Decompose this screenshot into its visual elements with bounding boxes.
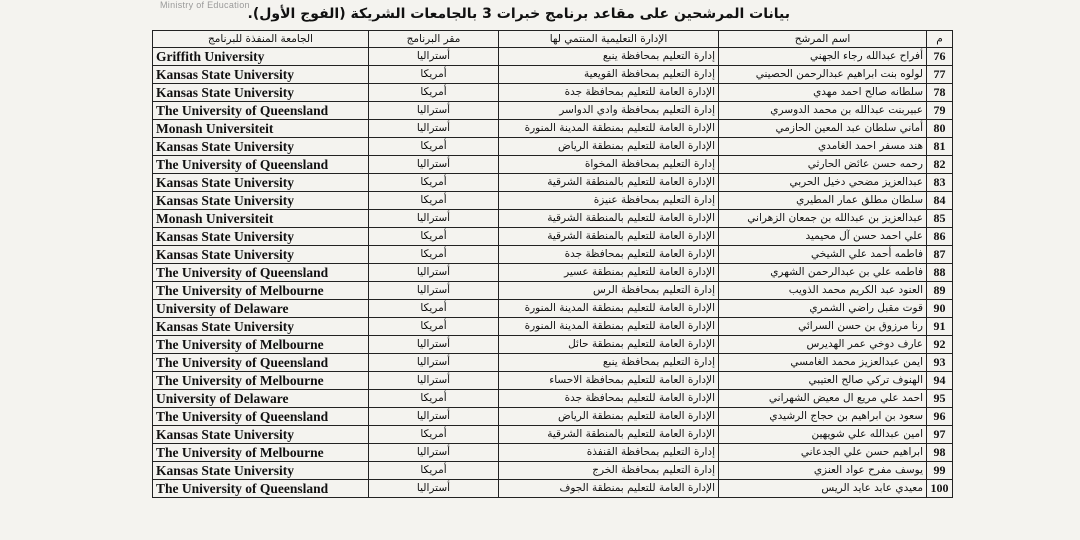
admin-cell: إدارة التعليم بمحافظة المخواة [499, 156, 719, 174]
country-cell: أستراليا [369, 444, 499, 462]
admin-cell: الإدارة العامة للتعليم بالمنطقة الشرقية [499, 210, 719, 228]
country-cell: أستراليا [369, 372, 499, 390]
country-cell: أمريكا [369, 390, 499, 408]
country-cell: أمريكا [369, 462, 499, 480]
university-cell: The University of Queensland [153, 480, 369, 498]
country-cell: أمريكا [369, 174, 499, 192]
header-university: الجامعة المنفذة للبرنامج [153, 31, 369, 48]
candidates-table [152, 30, 953, 498]
admin-cell: الإدارة العامة للتعليم بمنطقة المدينة المنورة [499, 318, 719, 336]
row-number-cell: 77 [927, 66, 953, 84]
table-row [153, 372, 953, 390]
candidate-name-cell: ابراهيم حسن علي الجدعاني [719, 444, 927, 462]
row-number-cell: 91 [927, 318, 953, 336]
table-row [153, 462, 953, 480]
country-cell: أمريكا [369, 246, 499, 264]
row-number-cell: 87 [927, 246, 953, 264]
header-name: اسم المرشح [719, 31, 927, 48]
row-number-cell: 96 [927, 408, 953, 426]
row-number-cell: 79 [927, 102, 953, 120]
admin-cell: إدارة التعليم بمحافظة الخرج [499, 462, 719, 480]
university-cell: The University of Melbourne [153, 372, 369, 390]
row-number-cell: 85 [927, 210, 953, 228]
university-cell: Kansas State University [153, 138, 369, 156]
university-cell: The University of Melbourne [153, 282, 369, 300]
row-number-cell: 100 [927, 480, 953, 498]
admin-cell: الإدارة العامة للتعليم بمنطقة الرياض [499, 138, 719, 156]
country-cell: أمريكا [369, 138, 499, 156]
country-cell: أستراليا [369, 282, 499, 300]
country-cell: أستراليا [369, 408, 499, 426]
candidate-name-cell: عبدالعزيز بن عبدالله بن جمعان الزهراني [719, 210, 927, 228]
table-row [153, 300, 953, 318]
candidate-name-cell: عارف دوخي عمر الهديرس [719, 336, 927, 354]
admin-cell: إدارة التعليم بمحافظة وادي الدواسر [499, 102, 719, 120]
candidate-name-cell: رنا مرزوق بن حسن السرائي [719, 318, 927, 336]
table-row [153, 48, 953, 66]
admin-cell: الإدارة العامة للتعليم بمحافظة الاحساء [499, 372, 719, 390]
candidate-name-cell: يوسف مفرح عواد العنزي [719, 462, 927, 480]
admin-cell: الإدارة العامة للتعليم بمنطقة الجوف [499, 480, 719, 498]
university-cell: The University of Queensland [153, 354, 369, 372]
candidate-name-cell: معيدي عابد عايد الريس [719, 480, 927, 498]
admin-cell: الإدارة العامة للتعليم بمحافظة جدة [499, 246, 719, 264]
table-row [153, 156, 953, 174]
table-row [153, 390, 953, 408]
admin-cell: الإدارة العامة للتعليم بالمنطقة الشرقية [499, 426, 719, 444]
candidate-name-cell: الهنوف تركي صالح العتيبي [719, 372, 927, 390]
country-cell: أمريكا [369, 84, 499, 102]
admin-cell: إدارة التعليم بمحافظة القنفذة [499, 444, 719, 462]
candidate-name-cell: امين عبدالله علي شويهين [719, 426, 927, 444]
candidate-name-cell: سلطانه صالح احمد مهدي [719, 84, 927, 102]
country-cell: أستراليا [369, 120, 499, 138]
university-cell: The University of Queensland [153, 264, 369, 282]
admin-cell: الإدارة العامة للتعليم بمحافظة جدة [499, 84, 719, 102]
row-number-cell: 88 [927, 264, 953, 282]
admin-cell: الإدارة العامة للتعليم بمنطقة المدينة المنورة [499, 120, 719, 138]
university-cell: Kansas State University [153, 246, 369, 264]
table-row [153, 336, 953, 354]
candidate-name-cell: ايمن عبدالعزيز محمد الغامسي [719, 354, 927, 372]
university-cell: Griffith University [153, 48, 369, 66]
candidate-name-cell: رحمه حسن عائض الحارثي [719, 156, 927, 174]
university-cell: Kansas State University [153, 426, 369, 444]
row-number-cell: 98 [927, 444, 953, 462]
country-cell: أستراليا [369, 354, 499, 372]
university-cell: University of Delaware [153, 390, 369, 408]
table-row [153, 120, 953, 138]
ministry-watermark: Ministry of Education [160, 0, 250, 10]
country-cell: أستراليا [369, 102, 499, 120]
row-number-cell: 93 [927, 354, 953, 372]
row-number-cell: 84 [927, 192, 953, 210]
university-cell: Kansas State University [153, 318, 369, 336]
candidate-name-cell: عبدالعزيز مضحي دخيل الحربي [719, 174, 927, 192]
admin-cell: إدارة التعليم بمحافظة الرس [499, 282, 719, 300]
university-cell: The University of Melbourne [153, 336, 369, 354]
row-number-cell: 92 [927, 336, 953, 354]
country-cell: أمريكا [369, 66, 499, 84]
row-number-cell: 97 [927, 426, 953, 444]
university-cell: Kansas State University [153, 462, 369, 480]
table-row [153, 174, 953, 192]
admin-cell: الإدارة العامة للتعليم بالمنطقة الشرقية [499, 228, 719, 246]
admin-cell: إدارة التعليم بمحافظة القويعية [499, 66, 719, 84]
table-row [153, 246, 953, 264]
header-admin: الإدارة التعليمية المنتمي لها [499, 31, 719, 48]
table-row [153, 408, 953, 426]
candidate-name-cell: فاطمه أحمد علي الشيخي [719, 246, 927, 264]
university-cell: Kansas State University [153, 174, 369, 192]
country-cell: أمريكا [369, 228, 499, 246]
university-cell: Monash Universiteit [153, 210, 369, 228]
table-row [153, 84, 953, 102]
table-row [153, 192, 953, 210]
admin-cell: الإدارة العامة للتعليم بمنطقة حائل [499, 336, 719, 354]
candidate-name-cell: سلطان مطلق عمار المطيري [719, 192, 927, 210]
table-row [153, 210, 953, 228]
row-number-cell: 80 [927, 120, 953, 138]
admin-cell: الإدارة العامة للتعليم بمنطقة الرياض [499, 408, 719, 426]
university-cell: The University of Queensland [153, 408, 369, 426]
admin-cell: الإدارة العامة للتعليم بمحافظة جدة [499, 390, 719, 408]
candidate-name-cell: العنود عبد الكريم محمد الذويب [719, 282, 927, 300]
table-row [153, 444, 953, 462]
country-cell: أستراليا [369, 264, 499, 282]
header-num: م [927, 31, 953, 48]
row-number-cell: 95 [927, 390, 953, 408]
table-row [153, 264, 953, 282]
admin-cell: الإدارة العامة للتعليم بمنطقة المدينة المنورة [499, 300, 719, 318]
page-title: بيانات المرشحين على مقاعد برنامج خبرات 3 بالجامعات الشريكة (الفوج الأول). [247, 6, 790, 22]
country-cell: أستراليا [369, 336, 499, 354]
university-cell: Kansas State University [153, 192, 369, 210]
header-country: مقر البرنامج [369, 31, 499, 48]
row-number-cell: 76 [927, 48, 953, 66]
country-cell: أستراليا [369, 210, 499, 228]
table-row [153, 480, 953, 498]
row-number-cell: 90 [927, 300, 953, 318]
admin-cell: إدارة التعليم بمحافظة عنيزة [499, 192, 719, 210]
country-cell: أمريكا [369, 426, 499, 444]
country-cell: أستراليا [369, 480, 499, 498]
table-row [153, 426, 953, 444]
table-row [153, 354, 953, 372]
admin-cell: إدارة التعليم بمحافظة ينبع [499, 48, 719, 66]
admin-cell: الإدارة العامة للتعليم بالمنطقة الشرقية [499, 174, 719, 192]
university-cell: The University of Queensland [153, 102, 369, 120]
candidate-name-cell: أماني سلطان عبد المعين الحازمي [719, 120, 927, 138]
table-header-row [153, 31, 953, 48]
university-cell: Kansas State University [153, 228, 369, 246]
university-cell: Monash Universiteit [153, 120, 369, 138]
country-cell: أمريكا [369, 192, 499, 210]
candidate-name-cell: سعود بن ابراهيم بن حجاج الرشيدي [719, 408, 927, 426]
university-cell: Kansas State University [153, 84, 369, 102]
row-number-cell: 82 [927, 156, 953, 174]
row-number-cell: 89 [927, 282, 953, 300]
table-row [153, 318, 953, 336]
candidate-name-cell: احمد علي مريع ال معيض الشهراني [719, 390, 927, 408]
university-cell: Kansas State University [153, 66, 369, 84]
candidate-name-cell: لولوه بنت ابراهيم عبدالرحمن الحصيني [719, 66, 927, 84]
table-row [153, 138, 953, 156]
university-cell: The University of Queensland [153, 156, 369, 174]
table-row [153, 228, 953, 246]
candidate-name-cell: أفراح عبدالله رجاء الجهني [719, 48, 927, 66]
table-body [153, 48, 953, 498]
candidate-name-cell: قوت مقبل راضي الشمري [719, 300, 927, 318]
row-number-cell: 99 [927, 462, 953, 480]
country-cell: أستراليا [369, 156, 499, 174]
candidate-name-cell: هند مسفر احمد الغامدي [719, 138, 927, 156]
country-cell: أستراليا [369, 48, 499, 66]
table-row [153, 66, 953, 84]
row-number-cell: 94 [927, 372, 953, 390]
country-cell: أمريكا [369, 318, 499, 336]
row-number-cell: 86 [927, 228, 953, 246]
country-cell: أمريكا [369, 300, 499, 318]
table-row [153, 282, 953, 300]
row-number-cell: 83 [927, 174, 953, 192]
row-number-cell: 81 [927, 138, 953, 156]
candidate-name-cell: فاطمه علي بن عبدالرحمن الشهري [719, 264, 927, 282]
admin-cell: الإدارة العامة للتعليم بمنطقة عسير [499, 264, 719, 282]
candidate-name-cell: علي احمد حسن آل محيميد [719, 228, 927, 246]
table-row [153, 102, 953, 120]
university-cell: University of Delaware [153, 300, 369, 318]
university-cell: The University of Melbourne [153, 444, 369, 462]
row-number-cell: 78 [927, 84, 953, 102]
admin-cell: إدارة التعليم بمحافظة ينبع [499, 354, 719, 372]
candidate-name-cell: عبيربنت عبدالله بن محمد الدوسري [719, 102, 927, 120]
